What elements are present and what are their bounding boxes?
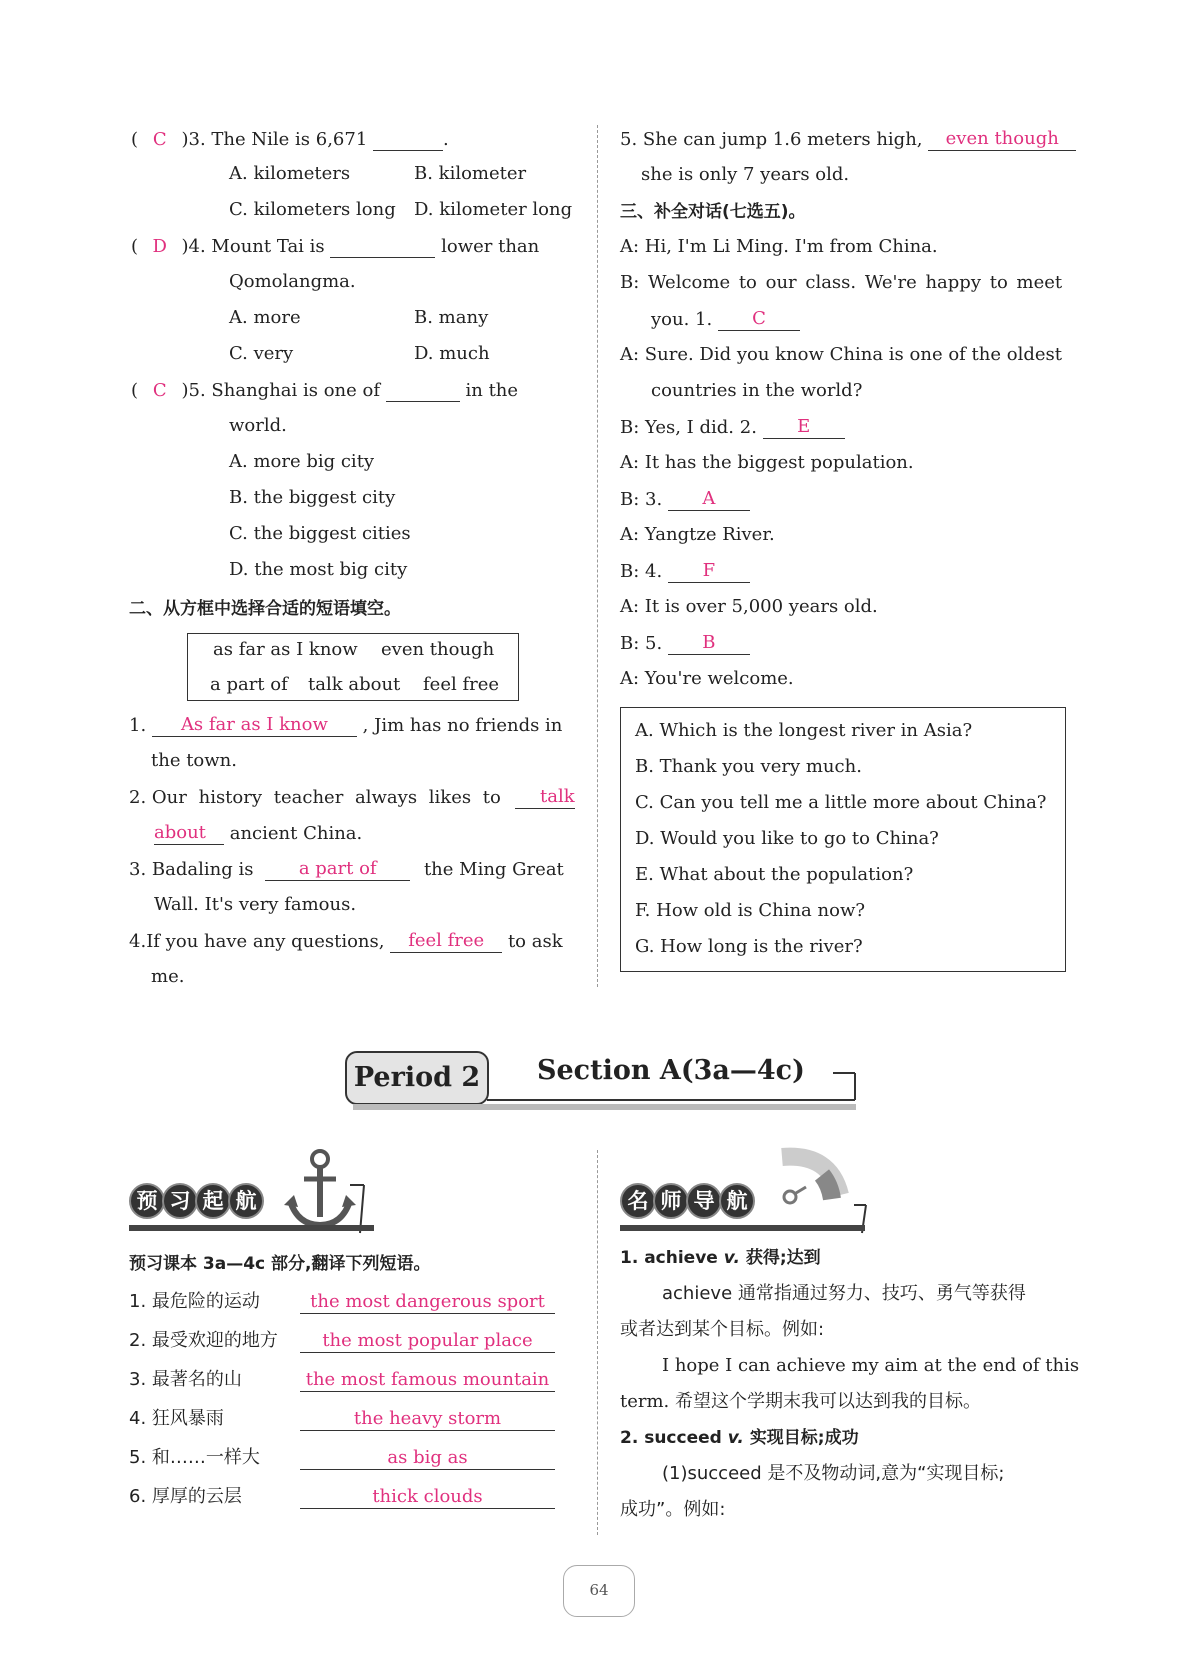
preview-en-3: the most famous mountain <box>300 1369 555 1392</box>
choices-box <box>620 707 1066 972</box>
preview-cn-4: 4. 狂风暴雨 <box>129 1408 224 1429</box>
fill-3: 3. Badaling is a part of the Ming Great <box>129 858 564 880</box>
guide-item-1-heading: 1. achieve v. 获得;达到 <box>620 1248 821 1268</box>
guide-p1-line2: 或者达到某个目标。例如: <box>620 1319 825 1340</box>
mc-q5-answer: C <box>152 380 167 401</box>
fill-2-cont: about ancient China. <box>154 822 363 844</box>
guide-p2-line2: 成功”。例如: <box>620 1499 726 1520</box>
phrase-2: even though <box>381 639 495 660</box>
section3-heading: 三、补全对话(七选五)。 <box>620 202 806 222</box>
preview-en-5: as big as <box>300 1447 555 1470</box>
dialog-answer-3: A <box>668 488 750 511</box>
phrase-1: as far as I know <box>213 639 358 660</box>
choice-d: D. Would you like to go to China? <box>635 828 939 849</box>
mc-q4-opt-a: A. more <box>229 307 301 328</box>
banner-frame <box>353 1066 858 1112</box>
preview-en-1: the most dangerous sport <box>300 1291 555 1314</box>
mc-q5-opt-b: B. the biggest city <box>229 487 396 508</box>
dialog-line-5: countries in the world? <box>651 380 863 401</box>
fill-4-cont: me. <box>151 966 185 987</box>
compass-icon <box>770 1145 870 1235</box>
phrase-3: a part of <box>210 674 288 695</box>
dialog-line-9: A: Yangtze River. <box>620 524 775 545</box>
mc-q4-blank <box>330 235 435 258</box>
phrase-5: feel free <box>423 674 500 695</box>
mc-q5-blank <box>386 379 460 402</box>
mc-q3-opt-a: A. kilometers <box>229 163 351 184</box>
guide-p2-line1: (1)succeed 是不及物动词,意为“实现目标; <box>662 1463 1005 1484</box>
preview-underline <box>129 1225 374 1231</box>
choice-c: C. Can you tell me a little more about China? <box>635 792 1047 813</box>
fill-4: 4.If you have any questions, feel free to ask <box>129 930 563 952</box>
mc-q3-answer: C <box>152 129 167 150</box>
dialog-line-13: A: You're welcome. <box>620 668 794 689</box>
dialog-line-12: B: 5. B <box>620 632 750 655</box>
choice-g: G. How long is the river? <box>635 936 863 957</box>
right-q5-answer: even though <box>928 128 1076 151</box>
period-tab: Period 2 <box>345 1051 489 1105</box>
fill-3-answer: a part of <box>265 858 410 881</box>
mc-q5-opt-d: D. the most big city <box>229 559 408 580</box>
mc-q4-opt-d: D. much <box>414 343 490 364</box>
section-title: Section A(3a—4c) <box>537 1055 805 1086</box>
column-divider-bottom <box>597 1150 598 1535</box>
right-q5-cont: she is only 7 years old. <box>641 164 850 185</box>
dialog-answer-5: B <box>668 632 750 655</box>
preview-en-6: thick clouds <box>300 1486 555 1509</box>
fill-4-answer: feel free <box>390 930 502 953</box>
choice-e: E. What about the population? <box>635 864 914 885</box>
preview-cn-5: 5. 和……一样大 <box>129 1447 260 1468</box>
fill-2: 2. Our history teacher always likes to talk <box>129 786 575 808</box>
mc-q5-opt-a: A. more big city <box>229 451 375 472</box>
mc-q4-opt-c: C. very <box>229 343 294 364</box>
fill-1-answer: As far as I know <box>152 714 357 737</box>
fill-3-cont: Wall. It's very famous. <box>154 894 357 915</box>
anchor-icon <box>280 1145 380 1235</box>
choice-f: F. How old is China now? <box>635 900 866 921</box>
mc-q3-opt-d: D. kilometer long <box>414 199 573 220</box>
preview-badge: 预 习 起 航 <box>129 1183 261 1219</box>
mc-q4-answer: D <box>152 236 167 257</box>
dialog-line-7: A: It has the biggest population. <box>620 452 914 473</box>
dialog-line-3: you. 1. C <box>651 308 800 331</box>
dialog-line-11: A: It is over 5,000 years old. <box>620 596 878 617</box>
fill-1: 1. As far as I know , Jim has no friends in <box>129 714 563 736</box>
dialog-line-8: B: 3. A <box>620 488 750 511</box>
fill-2-answer-a: talk <box>515 786 575 809</box>
section2-heading: 二、从方框中选择合适的短语填空。 <box>129 599 401 619</box>
page-number-frame <box>563 1565 635 1617</box>
dialog-line-10: B: 4. F <box>620 560 750 583</box>
mc-q3-opt-c: C. kilometers long <box>229 199 396 220</box>
preview-en-2: the most popular place <box>300 1330 555 1353</box>
preview-cn-3: 3. 最著名的山 <box>129 1369 242 1390</box>
guide-p1-example2: term. 希望这个学期末我可以达到我的目标。 <box>620 1391 982 1412</box>
guide-item-2-heading: 2. succeed v. 实现目标;成功 <box>620 1428 859 1448</box>
phrase-4: talk about <box>308 674 401 695</box>
mc-q4: ( D )4. Mount Tai is lower than <box>131 236 540 257</box>
dialog-answer-1: C <box>718 308 800 331</box>
mc-q3-blank <box>373 128 443 151</box>
dialog-line-2: B: Welcome to our class. We're happy to meet <box>620 272 1063 293</box>
choice-a: A. Which is the longest river in Asia? <box>635 720 973 741</box>
dialog-line-1: A: Hi, I'm Li Ming. I'm from China. <box>620 236 938 257</box>
dialog-answer-4: F <box>668 560 750 583</box>
mc-q4-opt-b: B. many <box>414 307 489 328</box>
guide-p1-line1: achieve 通常指通过努力、技巧、勇气等获得 <box>662 1283 1026 1304</box>
preview-en-4: the heavy storm <box>300 1408 555 1431</box>
mc-q3: ( C )3. The Nile is 6,671 . <box>131 129 449 150</box>
mc-q5: ( C )5. Shanghai is one of in the <box>131 380 519 401</box>
preview-instruction: 预习课本 3a—4c 部分,翻译下列短语。 <box>129 1254 431 1274</box>
guide-badge: 名 师 导 航 <box>620 1183 752 1219</box>
fill-1-cont: the town. <box>151 750 237 771</box>
preview-cn-1: 1. 最危险的运动 <box>129 1291 260 1312</box>
mc-q5-cont: world. <box>229 415 287 436</box>
page-number: 64 <box>589 1581 609 1599</box>
preview-cn-6: 6. 厚厚的云层 <box>129 1486 242 1507</box>
choice-b: B. Thank you very much. <box>635 756 862 777</box>
dialog-answer-2: E <box>763 416 845 439</box>
phrase-box <box>187 633 519 701</box>
right-q5: 5. She can jump 1.6 meters high, even though <box>620 128 1076 151</box>
guide-underline <box>620 1225 865 1231</box>
preview-cn-2: 2. 最受欢迎的地方 <box>129 1330 278 1351</box>
column-divider-top <box>597 125 598 987</box>
fill-2-answer-b: about <box>154 822 224 845</box>
mc-q3-opt-b: B. kilometer <box>414 163 527 184</box>
dialog-line-6: B: Yes, I did. 2. E <box>620 416 845 439</box>
dialog-line-4: A: Sure. Did you know China is one of the oldest <box>620 344 1062 365</box>
mc-q4-cont: Qomolangma. <box>229 271 356 292</box>
guide-p1-example1: I hope I can achieve my aim at the end of this <box>662 1355 1080 1376</box>
mc-q5-opt-c: C. the biggest cities <box>229 523 411 544</box>
